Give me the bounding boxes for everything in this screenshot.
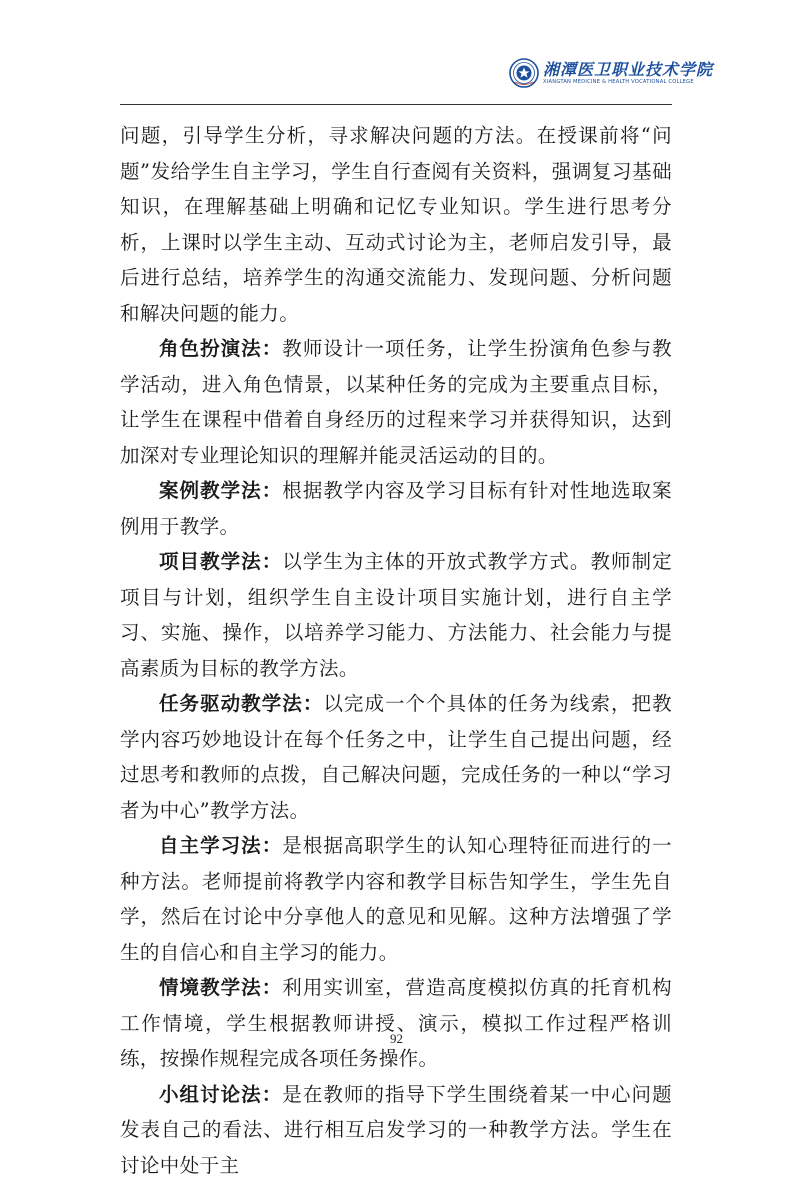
paragraph-group-discussion <box>120 1077 672 1183</box>
school-name-cn: 湘潭医卫职业技术学院 <box>543 61 713 79</box>
paragraph-text: 是在教师的指导下学生围绕着某一中心问题发表自己的看法、进行相互启发学习的一种教学方法。学生在讨论中处于主 <box>120 1083 672 1177</box>
college-logo <box>509 58 713 88</box>
method-term: 案例教学法： <box>159 479 282 502</box>
paragraph-text: 教师设计一项任务，让学生扮演角色参与教学活动，进入角色情景，以某种任务的完成为主要重点目标，让学生在课程中借着自身经历的过程来学习并获得知识，达到加深对专业理论知识的理解并能灵活运动的目的。 <box>120 337 672 467</box>
paragraph-text: 以学生为主体的开放式教学方式。教师制定项目与计划，组织学生自主设计项目实施计划，进行自主学习、实施、操作，以培养学习能力、方法能力、社会能力与提高素质为目标的教学方法。 <box>120 550 672 680</box>
header-divider <box>120 104 672 105</box>
page-header <box>0 0 793 110</box>
paragraph-text: 是根据高职学生的认知心理特征而进行的一种方法。老师提前将教学内容和教学目标告知学生，学生先自学，然后在讨论中分享他人的意见和见解。这种方法增强了学生的自信心和自主学习的能力。 <box>120 834 672 964</box>
paragraph-situational <box>120 970 672 1077</box>
school-name-en: XIANGTAN MEDICINE & HEALTH VOCATIONAL COLLEGE <box>543 79 713 86</box>
method-term: 角色扮演法： <box>159 337 282 360</box>
method-term: 小组讨论法： <box>159 1083 282 1106</box>
college-emblem-icon <box>509 58 539 88</box>
paragraph-intro <box>120 118 672 331</box>
paragraph-self-study <box>120 828 672 970</box>
method-term: 项目教学法： <box>159 550 282 573</box>
paragraph-text: 利用实训室，营造高度模拟仿真的托育机构工作情境，学生根据教师讲授、演示，模拟工作过程严格训练，按操作规程完成各项任务操作。 <box>120 976 672 1070</box>
method-term: 任务驱动教学法： <box>159 692 323 715</box>
paragraph-role-play <box>120 331 672 473</box>
body-text <box>120 118 672 1183</box>
page-number: 92 <box>0 1031 793 1047</box>
method-term: 情境教学法： <box>159 976 282 999</box>
paragraph-text: 根据教学内容及学习目标有针对性地选取案例用于教学。 <box>120 479 672 538</box>
method-term: 自主学习法： <box>159 834 282 857</box>
paragraph-project-teaching <box>120 544 672 686</box>
paragraph-text: 问题，引导学生分析，寻求解决问题的方法。在授课前将“问题”发给学生自主学习，学生自行查阅有关资料，强调复习基础知识，在理解基础上明确和记忆专业知识。学生进行思考分析，上课时以学生主动、互动式讨论为主，老师启发引导，最后进行总结，培养学生的沟通交流能力、发现问题、分析问题和解决问题的能力。 <box>120 124 672 325</box>
paragraph-text: 以完成一个个具体的任务为线索，把教学内容巧妙地设计在每个任务之中，让学生自己提出问题，经过思考和教师的点拨，自己解决问题，完成任务的一种以“学习者为中心”教学方法。 <box>120 692 672 822</box>
paragraph-task-driven <box>120 686 672 828</box>
paragraph-case-teaching <box>120 473 672 544</box>
